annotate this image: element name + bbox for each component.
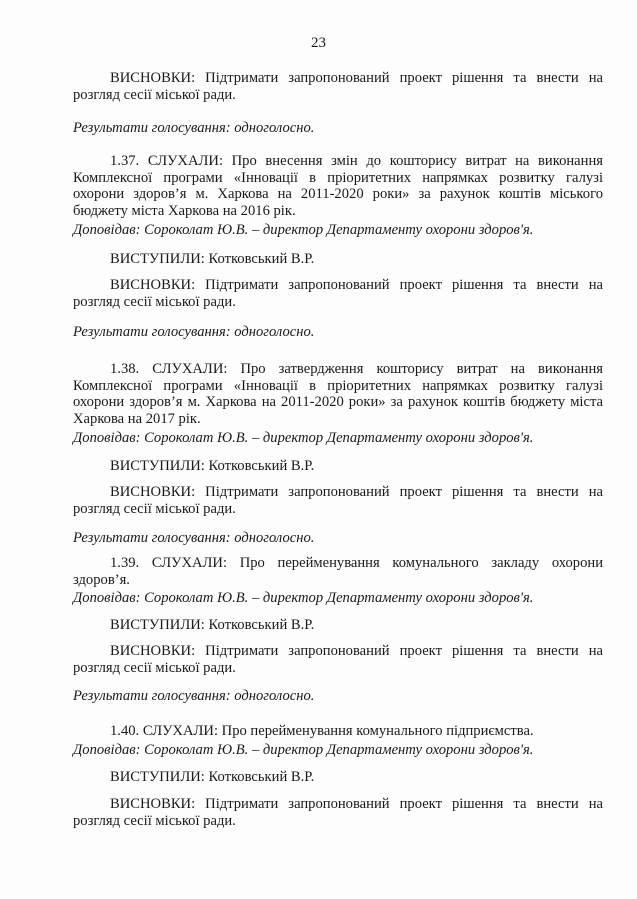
page-number: 23 [311, 35, 326, 51]
item-1-37-heard: 1.37. СЛУХАЛИ: Про внесення змін до кошторису витрат на виконання Комплексної програми «Інновації в пріоритетних напрямках розвитку галузі охорони здоров’я м. Харкова на 2011-2020 роки» за рахунок коштів міського бюджету міста Харкова на 2016 рік. [73, 153, 603, 219]
item-1-38-heard: 1.38. СЛУХАЛИ: Про затвердження кошторису витрат на виконання Комплексної програми «Інновації в пріоритетних напрямках розвитку галузі охорони здоров’я м. Харкова на 2011-2020 роки» за рахунок коштів бюджету міста Харкова на 2017 рік. [73, 361, 603, 427]
item-1-40-conclusion: ВИСНОВКИ: Підтримати запропонований проект рішення та внести на розгляд сесії міської ради. [73, 796, 603, 829]
conclusion-paragraph: ВИСНОВКИ: Підтримати запропонований проект рішення та внести на розгляд сесії міської ради. [73, 70, 603, 103]
item-1-37-conclusion: ВИСНОВКИ: Підтримати запропонований проект рішення та внести на розгляд сесії міської ради. [73, 277, 603, 310]
item-1-39-heard: 1.39. СЛУХАЛИ: Про перейменування комунального закладу охорони здоров’я. [73, 555, 603, 588]
item-1-38-conclusion: ВИСНОВКИ: Підтримати запропонований проект рішення та внести на розгляд сесії міської ради. [73, 484, 603, 517]
item-1-38-speaker: Доповідав: Сороколат Ю.В. – директор Департаменту охорони здоров'я. [73, 430, 534, 446]
item-1-39-speaker: Доповідав: Сороколат Ю.В. – директор Департаменту охорони здоров'я. [73, 590, 534, 606]
item-1-38-spoke: ВИСТУПИЛИ: Котковський В.Р. [110, 458, 315, 474]
item-1-37-spoke: ВИСТУПИЛИ: Котковський В.Р. [110, 251, 315, 267]
item-1-40-spoke: ВИСТУПИЛИ: Котковський В.Р. [110, 769, 315, 785]
item-1-40-speaker: Доповідав: Сороколат Ю.В. – директор Департаменту охорони здоров'я. [73, 742, 534, 758]
item-1-39-spoke: ВИСТУПИЛИ: Котковський В.Р. [110, 617, 315, 633]
item-1-40-heard: 1.40. СЛУХАЛИ: Про перейменування комунального підприємства. [110, 723, 534, 739]
item-1-38-voting-result: Результати голосування: одноголосно. [73, 530, 315, 546]
voting-result: Результати голосування: одноголосно. [73, 120, 315, 136]
item-1-39-voting-result: Результати голосування: одноголосно. [73, 688, 315, 704]
item-1-37-speaker: Доповідав: Сороколат Ю.В. – директор Департаменту охорони здоров'я. [73, 222, 534, 238]
item-1-39-conclusion: ВИСНОВКИ: Підтримати запропонований проект рішення та внести на розгляд сесії міської ради. [73, 643, 603, 676]
item-1-37-voting-result: Результати голосування: одноголосно. [73, 324, 315, 340]
